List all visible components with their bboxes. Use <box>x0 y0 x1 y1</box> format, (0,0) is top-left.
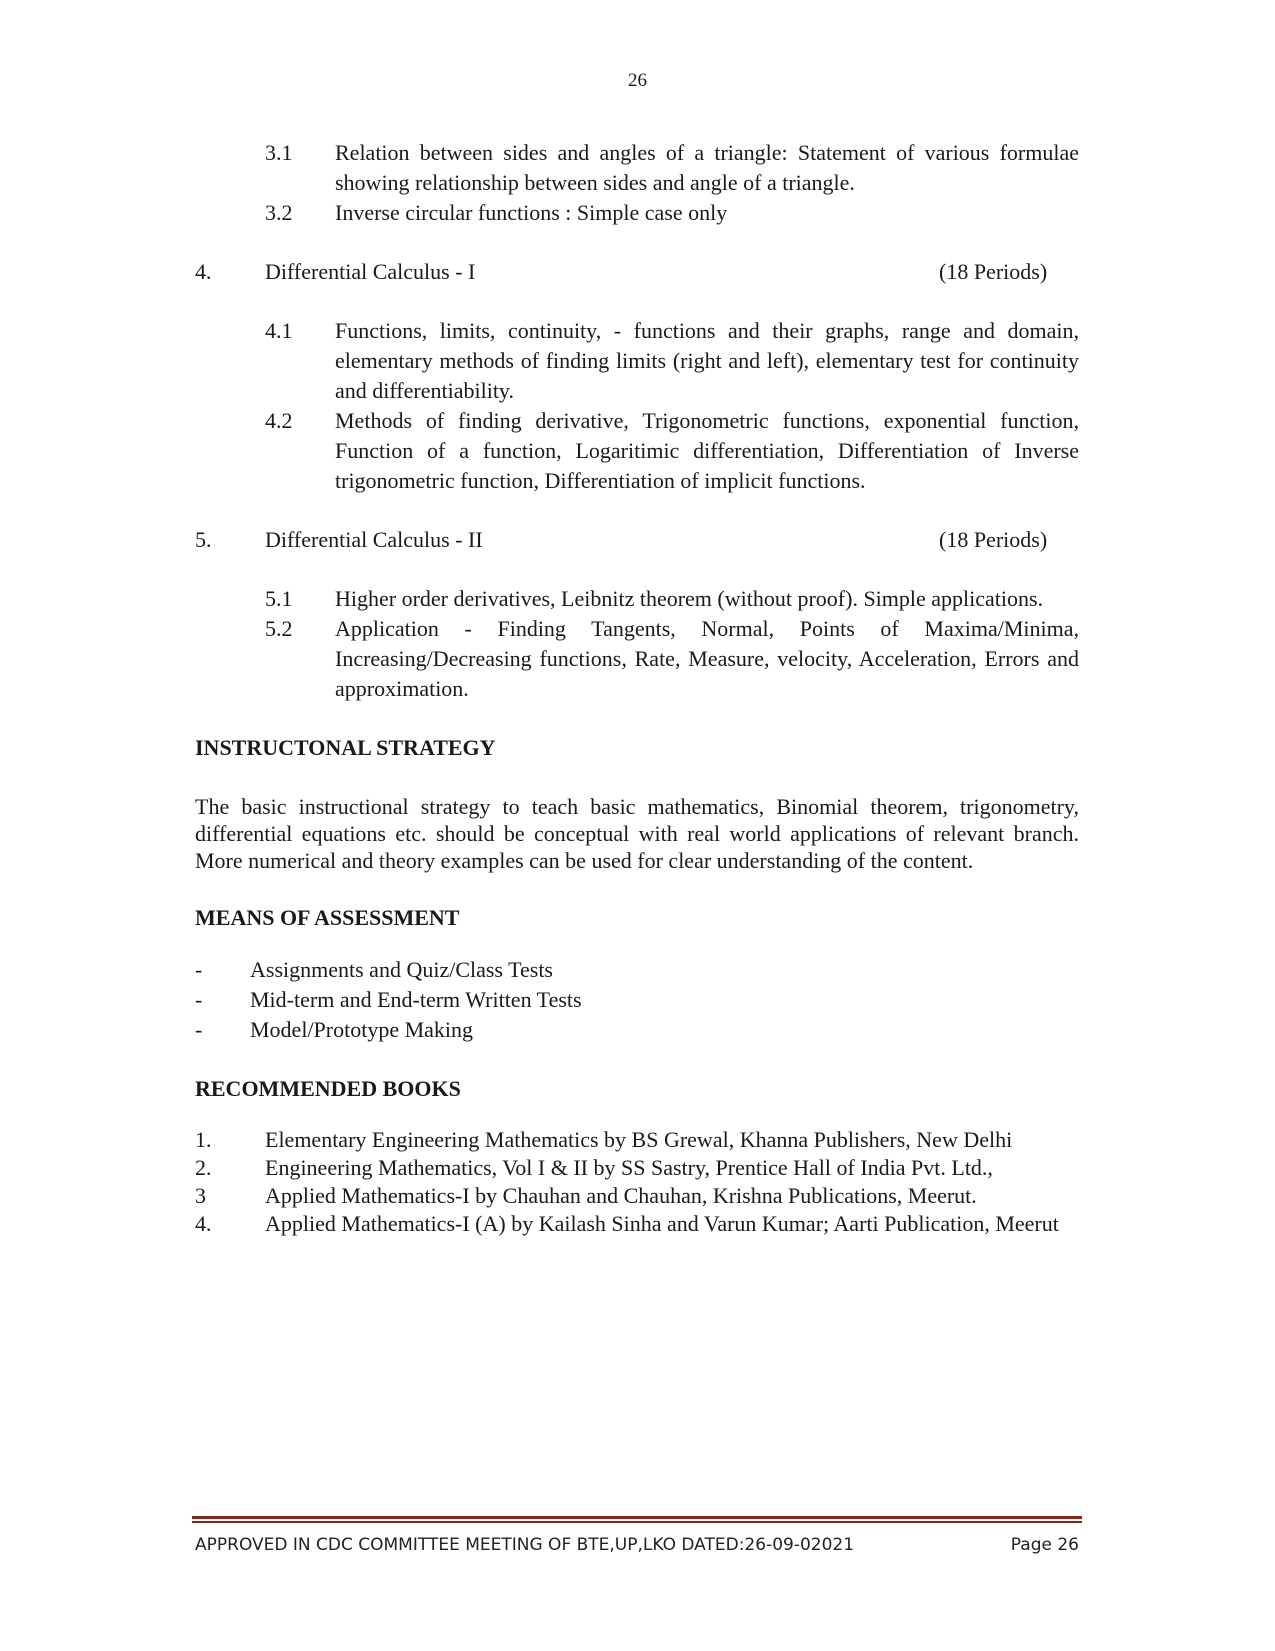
book-item <box>195 1126 1079 1154</box>
subtopic-4-2 <box>265 406 1079 496</box>
subtopic-number: 4.1 <box>265 318 293 343</box>
dash-bullet: - <box>195 1017 203 1042</box>
section-heading-books: RECOMMENDED BOOKS <box>195 1076 461 1101</box>
subtopic-5-1 <box>265 584 1079 614</box>
book-number: 4. <box>195 1211 212 1236</box>
assessment-item <box>195 985 1079 1015</box>
assessment-text: Model/Prototype Making <box>250 1017 474 1042</box>
unit-title: Differential Calculus - I <box>265 259 476 284</box>
assessment-text: Mid-term and End-term Written Tests <box>250 987 582 1012</box>
book-text: Elementary Engineering Mathematics by BS Grewal, Khanna Publishers, New Delhi <box>265 1127 1013 1152</box>
subtopic-5-2 <box>265 614 1079 704</box>
assessment-text: Assignments and Quiz/Class Tests <box>250 957 553 982</box>
subtopic-3-1 <box>265 138 1079 198</box>
subtopic-number: 5.2 <box>265 616 293 641</box>
unit-5-heading <box>195 525 1079 555</box>
subtopic-text: Methods of finding derivative, Trigonometric functions, exponential function, Function of a function, Logaritimic differentiation, Differentiation of Inverse trigonometric function, Differentiation of implicit functions. <box>335 408 1079 493</box>
strategy-paragraph: The basic instructional strategy to teach basic mathematics, Binomial theorem, trigonometry, differential equations etc. should be conceptual with real world applications of relevant branch. More numerical and theory examples can be used for clear understanding of the content. <box>195 794 1079 873</box>
subtopic-text: Application - Finding Tangents, Normal, Points of Maxima/Minima, Increasing/Decreasing functions, Rate, Measure, velocity, Acceleration, Errors and approximation. <box>335 616 1079 701</box>
book-text: Engineering Mathematics, Vol I & II by SS Sastry, Prentice Hall of India Pvt. Ltd., <box>265 1155 993 1180</box>
assessment-item <box>195 1015 1079 1045</box>
book-number: 3 <box>195 1183 206 1208</box>
subtopic-4-1 <box>265 316 1079 406</box>
page-number-top: 26 <box>628 70 647 91</box>
subtopic-text: Inverse circular functions : Simple case only <box>335 200 728 225</box>
book-item <box>195 1210 1079 1238</box>
unit-4-heading <box>195 257 1079 287</box>
unit-periods: (18 Periods) <box>939 259 1048 284</box>
dash-bullet: - <box>195 957 203 982</box>
unit-number: 4. <box>195 259 212 284</box>
subtopic-text: Relation between sides and angles of a triangle: Statement of various formulae showing relationship between sides and angle of a triangle. <box>335 140 1079 195</box>
unit-periods: (18 Periods) <box>939 527 1048 552</box>
subtopic-text: Functions, limits, continuity, - functions and their graphs, range and domain, elementary methods of finding limits (right and left), elementary test for continuity and differentiability. <box>335 318 1079 403</box>
subtopic-text: Higher order derivatives, Leibnitz theorem (without proof). Simple applications. <box>335 586 1044 611</box>
subtopic-number: 3.2 <box>265 200 293 225</box>
page-content <box>195 138 1079 1238</box>
page-footer <box>195 1530 1079 1560</box>
book-item <box>195 1154 1079 1182</box>
footer-rule <box>192 1516 1082 1523</box>
book-text: Applied Mathematics-I by Chauhan and Chauhan, Krishna Publications, Meerut. <box>265 1183 977 1208</box>
book-text: Applied Mathematics-I (A) by Kailash Sinha and Varun Kumar; Aarti Publication, Meerut <box>265 1211 1059 1236</box>
section-heading-strategy: INSTRUCTONAL STRATEGY <box>195 735 496 760</box>
subtopic-3-2 <box>265 198 1079 228</box>
subtopic-number: 4.2 <box>265 408 293 433</box>
subtopic-number: 5.1 <box>265 586 293 611</box>
book-number: 1. <box>195 1127 212 1152</box>
book-item <box>195 1182 1079 1210</box>
book-number: 2. <box>195 1155 212 1180</box>
dash-bullet: - <box>195 987 203 1012</box>
assessment-item <box>195 955 1079 985</box>
approval-note: APPROVED IN CDC COMMITTEE MEETING OF BTE,UP,LKO DATED:26-09-02021 <box>195 1535 855 1555</box>
subtopic-number: 3.1 <box>265 140 293 165</box>
footer-page-number: Page 26 <box>1010 1535 1079 1555</box>
section-heading-assessment: MEANS OF ASSESSMENT <box>195 905 460 930</box>
unit-number: 5. <box>195 527 212 552</box>
unit-title: Differential Calculus - II <box>265 527 483 552</box>
